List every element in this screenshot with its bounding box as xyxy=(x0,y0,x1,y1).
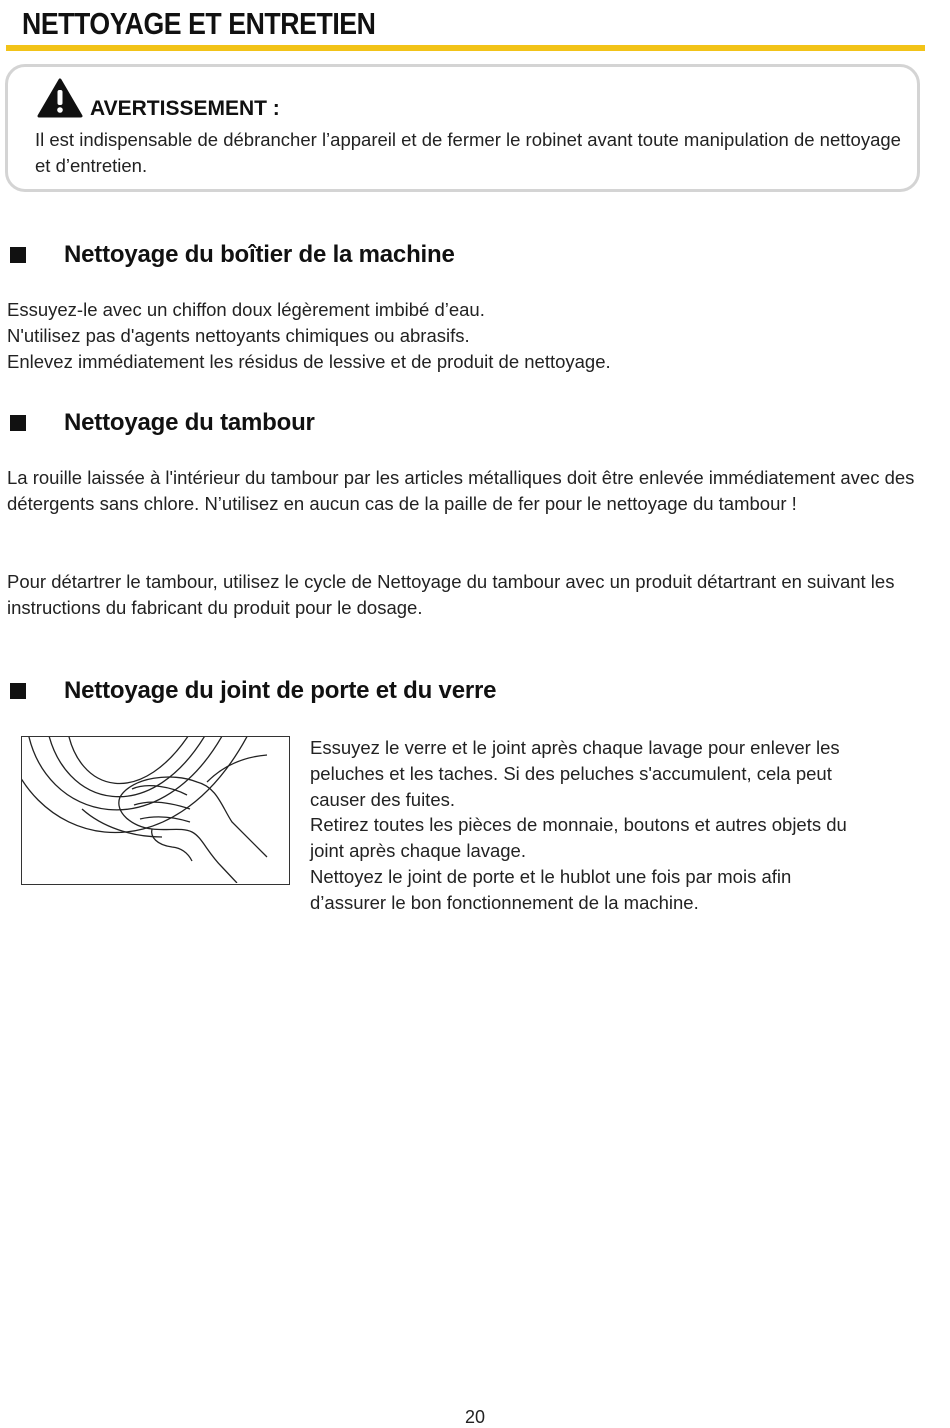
drum-rust-paragraph: La rouille laissée à l'intérieur du tambour par les articles métalliques doit être enlevée immédiatement avec des détergents sans chlore. N’utilisez en aucun cas de la paille de fer pour le nettoyage du tambour ! xyxy=(7,467,915,514)
hand-wiping-seal-drawing xyxy=(22,737,288,883)
text-line: peluches et les taches. Si des peluches s'accumulent, cela peut xyxy=(310,762,832,784)
warning-box xyxy=(5,64,920,192)
section-heading-drum xyxy=(10,409,315,437)
text-line: d’assurer le bon fonctionnement de la machine. xyxy=(310,891,699,913)
text-line: Essuyez-le avec un chiffon doux légèrement imbibé d’eau. xyxy=(7,299,485,320)
text-line: Enlevez immédiatement les résidus de lessive et de produit de nettoyage. xyxy=(7,351,611,372)
text-line: causer des fuites. xyxy=(310,788,455,810)
square-bullet-icon xyxy=(10,683,26,699)
text-line: Essuyez le verre et le joint après chaque lavage pour enlever les xyxy=(310,737,840,758)
text-line: Retirez toutes les pièces de monnaie, boutons et autres objets du xyxy=(310,814,847,836)
door-seal-instructions xyxy=(310,735,920,916)
text-line: joint après chaque lavage. xyxy=(310,840,526,862)
page-title: NETTOYAGE ET ENTRETIEN xyxy=(22,6,376,41)
text-line: N'utilisez pas d'agents nettoyants chimiques ou abrasifs. xyxy=(7,325,470,346)
title-underline xyxy=(6,45,925,51)
section-title: Nettoyage du boîtier de la machine xyxy=(64,241,455,268)
door-seal-cleaning-illustration xyxy=(21,736,290,885)
section-heading-casing xyxy=(10,241,455,269)
text-line: Nettoyez le joint de porte et le hublot une fois par mois afin xyxy=(310,865,792,887)
page-number: 20 xyxy=(464,1407,486,1427)
square-bullet-icon xyxy=(10,247,26,263)
section-title: Nettoyage du tambour xyxy=(64,409,315,436)
section-title: Nettoyage du joint de porte et du verre xyxy=(64,677,497,704)
warning-triangle-icon xyxy=(37,78,83,118)
square-bullet-icon xyxy=(10,415,26,431)
section-heading-door-seal xyxy=(10,677,496,705)
drum-descaling-paragraph: Pour détartrer le tambour, utilisez le cycle de Nettoyage du tambour avec un produit détartrant en suivant les instructions du fabricant du produit pour le dosage. xyxy=(7,571,895,618)
warning-text: Il est indispensable de débrancher l’appareil et de fermer le robinet avant toute manipulation de nettoyage et d’entretien. xyxy=(35,129,901,176)
casing-instructions xyxy=(7,297,927,375)
warning-label: AVERTISSEMENT : xyxy=(90,97,280,120)
